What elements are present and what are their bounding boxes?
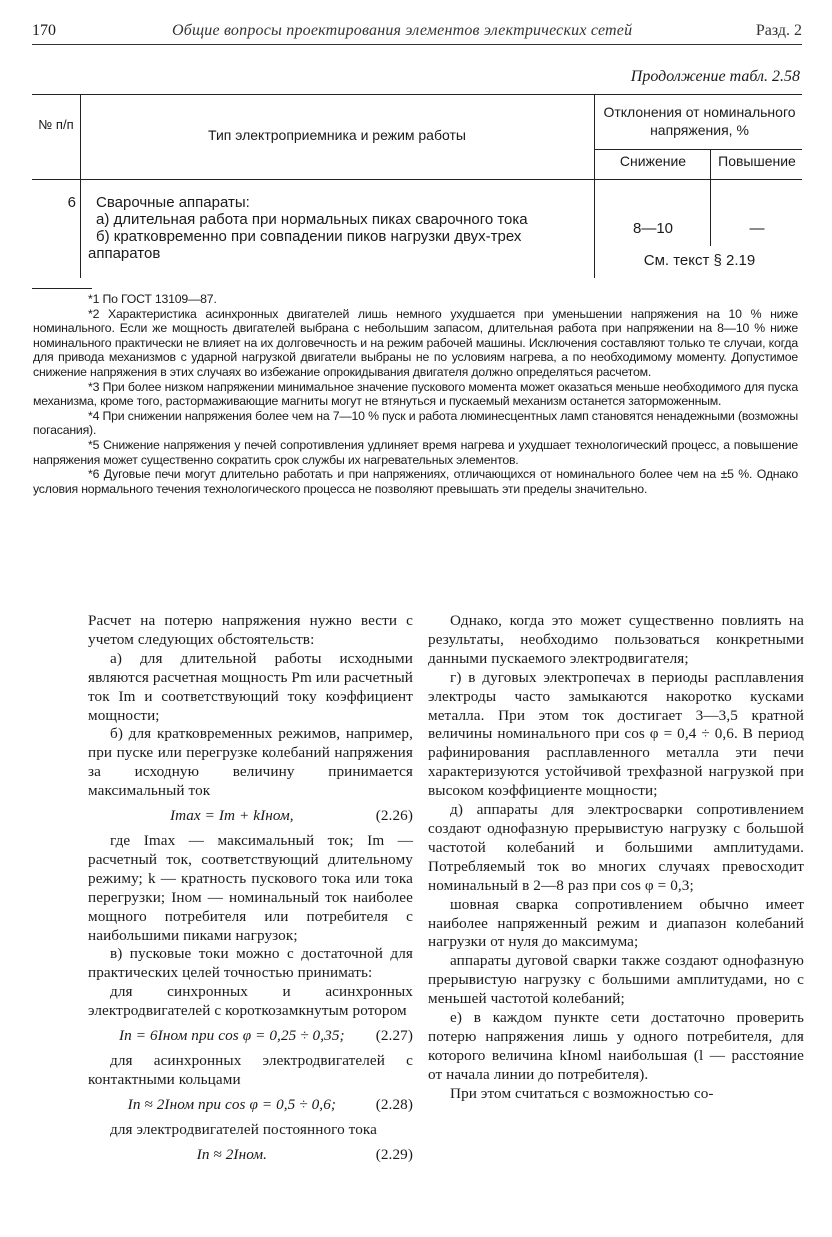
paragraph: в) пусковые токи можно с достаточной для практических целей точностью принимать:	[88, 945, 413, 982]
footnote-mark: *1	[88, 292, 100, 306]
column-divider	[594, 95, 595, 179]
table-continuation-label: Продолжение табл. 2.58	[630, 68, 800, 85]
table-header	[32, 95, 802, 180]
footnote-mark: *5	[88, 437, 100, 452]
column-divider	[710, 149, 711, 179]
row-description	[88, 194, 588, 262]
row-item-a: а) длительная работа при нормальных пиках сварочного тока	[96, 211, 528, 228]
column-divider	[80, 180, 81, 278]
paragraph: а) для длительной работы исходными являются расчетная мощность Pm или расчетный ток Im и соответствующий току коэффициент мощности;	[88, 649, 413, 724]
footnote-mark: *6	[88, 467, 100, 482]
paragraph: Однако, когда это может существенно повлиять на результаты, необходимо пользоваться конкретными данными пускаемого электродвигателя;	[428, 612, 804, 667]
equation-formula: Imax = Im + kIном,	[169, 807, 294, 825]
left-column	[88, 612, 413, 1170]
running-title: Общие вопросы проектирования элементов электрических сетей	[172, 22, 633, 39]
paragraph: г) в дуговых электропечах в периоды расплавления электроды часто замыкаются накоротко кусками металла. При этом ток достигает 3—3,5 кратной величины номинального при cos φ = 0,4 ÷ 0,6. В период рафинирования расплавленного металла эти печи характеризуются устойчивой трехфазной нагрузкой при высоком коэффициенте мощности;	[428, 668, 804, 800]
paragraph: б) для кратковременных режимов, например, при пуске или перегрузке колебаний напряжения за исходную величину принимается максимальный ток	[88, 725, 413, 800]
header-deviation: Отклонения от номинального напряжения, %	[603, 104, 796, 138]
paragraph: д) аппараты для электросварки сопротивлением создают однофазную прерывистую нагрузку с большой частотой колебаний и большими амплитудами. Потребляемый ток во многих случаях превосходит номинальный в 2—8 раз при cos φ = 0,3;	[428, 801, 804, 894]
equation-number: (2.29)	[375, 1145, 413, 1163]
paragraph: е) в каждом пункте сети достаточно проверить потерю напряжения лишь у одного потребителя, для которого величина kIномl наибольшая (l — расстояние от начала линии до потребителя).	[428, 1009, 804, 1083]
running-header	[32, 20, 802, 45]
paragraph: для асинхронных электродвигателей с контактными кольцами	[88, 1051, 413, 1088]
header-increase: Повышение	[718, 153, 796, 169]
footnote: *3 При более низком напряжении минимальное значение пускового момента может оказаться меньше необходимого для пуска механизма, кроме того, растормаживающие магниты могут не втянуться и пускаемый механизм останется заторможенным.	[33, 379, 799, 409]
row-decrease-value: 8—10	[632, 220, 674, 237]
paragraph: аппараты дуговой сварки также создают однофазную прерывистую нагрузку с большими амплитудами, но с меньшей частотой колебаний;	[428, 952, 804, 1008]
equation-number: (2.28)	[375, 1095, 413, 1113]
header-num: № п/п	[38, 117, 74, 132]
paragraph: для синхронных и асинхронных электродвигателей с короткозамкнутым ротором	[88, 983, 413, 1020]
header-type: Тип электроприемника и режим работы	[208, 127, 466, 143]
footnote: *4 При снижении напряжения более чем на 7—10 % пуск и работа люминесцентных ламп становятся ненадежными (возможны погасания).	[33, 408, 798, 438]
footnote: *6 Дуговые печи могут длительно работать и при напряжениях, отличающихся от номинального более чем на ±5 %. Однако условия нормального течения технологического процесса не позволяют превышать эти пределы значительно.	[33, 467, 798, 496]
footnote-mark: *2	[88, 306, 100, 321]
header-subdivider	[595, 149, 802, 150]
footnotes	[33, 292, 799, 496]
paragraph: При этом считаться с возможностью со-	[450, 1084, 714, 1102]
paragraph: Расчет на потерю напряжения нужно вести с учетом следующих обстоятельств:	[88, 612, 413, 648]
footnote: *1 По ГОСТ 13109—87.	[88, 292, 217, 306]
equation-number: (2.26)	[375, 807, 413, 825]
paragraph: где Imax — максимальный ток; Im — расчетный ток, соответствующий длительному режиму; k — кратность пускового тока или тока перегрузки; Iном — номинальный ток наиболее мощного потребителя или потребителя с наибольшими пиками нагрузок;	[88, 831, 413, 944]
row-increase-value: —	[749, 220, 765, 237]
table-row	[32, 180, 802, 278]
equation-formula: Iп ≈ 2Iном при cos φ = 0,5 ÷ 0,6;	[127, 1095, 337, 1113]
equation-2-28	[88, 1096, 413, 1115]
equation-formula: Iп ≈ 2Iном.	[196, 1145, 268, 1163]
equation-2-26	[88, 807, 413, 826]
column-divider	[80, 95, 81, 179]
page-number: 170	[32, 22, 56, 39]
paragraph: шовная сварка сопротивлением обычно имеет наиболее напряженный режим и диапазон колебаний нагрузки от нуля до максимума;	[428, 895, 804, 951]
right-column	[428, 612, 804, 1104]
equation-formula: Iп = 6Iном при cos φ = 0,25 ÷ 0,35;	[119, 1027, 345, 1045]
equation-2-27	[88, 1027, 413, 1046]
footnote: *5 Снижение напряжения у печей сопротивления удлиняет время нагрева и ухудшает технологический процесс, а повышение напряжения может существенно сократить срок службы их нагревательных элементов.	[33, 437, 799, 467]
section-label: Разд. 2	[755, 22, 802, 39]
equation-2-29	[88, 1146, 413, 1165]
footnote: *2 Характеристика асинхронных двигателей лишь немного ухудшается при уменьшении напряжения на 10 % ниже номинального. Если же мощность двигателей выбрана с небольшим запасом, длительная работа при напряжении на 8—10 % ниже номинального практически не влияет на их долговечность и на режим рабочей машины. Исключения составляют только те случаи, когда для привода механизмов с ударной нагрузкой двигатели выбраны не по условиям нагрева, а по необходимому моменту. Допустимое снижение напряжения в этих случаях во избежание опрокидывания двигателя должно определяться расчетом.	[33, 306, 798, 379]
row-item-b: б) кратковременно при совпадении пиков нагрузки двух-трех аппаратов	[88, 228, 522, 262]
equation-number: (2.27)	[375, 1027, 413, 1045]
footnote-mark: *3	[88, 379, 100, 394]
column-divider	[710, 180, 711, 246]
column-divider	[594, 180, 595, 278]
deviation-table	[32, 94, 802, 278]
footnote-rule	[32, 288, 92, 289]
row-title: Сварочные аппараты:	[96, 194, 250, 211]
row-number: 6	[67, 194, 76, 211]
paragraph: для электродвигателей постоянного тока	[110, 1120, 378, 1138]
row-see-text: См. текст § 2.19	[643, 252, 756, 269]
header-decrease: Снижение	[619, 153, 687, 169]
footnote-mark: *4	[88, 408, 100, 423]
